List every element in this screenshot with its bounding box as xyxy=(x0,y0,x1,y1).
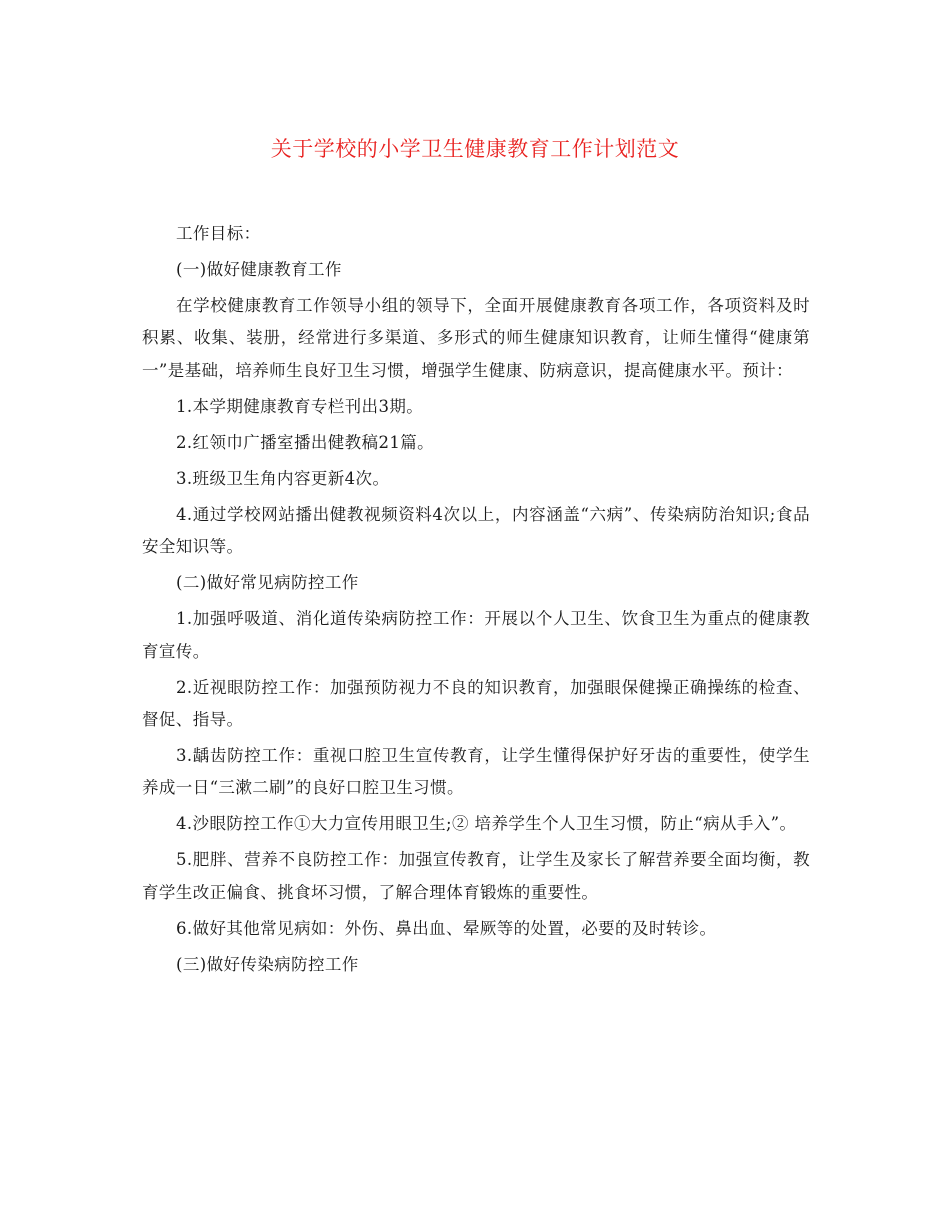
list-item-broadcast: 2.红领巾广播室播出健教稿21篇。 xyxy=(176,432,435,452)
list-item-trachoma: 4.沙眼防控工作①大力宣传用眼卫生;② 培养学生个人卫生习惯，防止“病从手入”。 xyxy=(176,814,797,834)
list-item-obesity: 5.肥胖、营养不良防控工作：加强宣传教育，让学生及家长了解营养要全面均衡，教育学生改正偏食、挑食坏习惯，了解合理体育锻炼的重要性。 xyxy=(142,850,810,902)
list-item-dental: 3.龋齿防控工作：重视口腔卫生宣传教育，让学生懂得保护好牙齿的重要性，使学生养成一日“三漱二刷”的良好口腔卫生习惯。 xyxy=(142,746,810,798)
document-title: 关于学校的小学卫生健康教育工作计划范文 xyxy=(270,137,680,161)
list-item-other-disease: 6.做好其他常见病如：外伤、鼻出血、晕厥等的处置，必要的及时转诊。 xyxy=(176,918,717,938)
paragraph-health-education-intro: 在学校健康教育工作领导小组的领导下，全面开展健康教育各项工作，各项资料及时积累、收集、装册，经常进行多渠道、多形式的师生健康知识教育，让师生懂得“健康第一”是基础，培养师生良好卫生习惯，增强学生健康、防病意识，提高健康水平。预计： xyxy=(142,296,810,380)
list-item-myopia: 2.近视眼防控工作：加强预防视力不良的知识教育，加强眼保健操正确操练的检查、督促、指导。 xyxy=(142,677,810,730)
list-item-column: 1.本学期健康教育专栏刊出3期。 xyxy=(176,396,424,416)
section-heading-infectious-disease: (三)做好传染病防控工作 xyxy=(176,954,359,974)
list-item-website-video: 4.通过学校网站播出健教视频资料4次以上，内容涵盖“六病”、传染病防治知识;食品安全知识等。 xyxy=(142,504,810,557)
paragraph-work-goal: 工作目标： xyxy=(176,224,261,243)
list-item-respiratory: 1.加强呼吸道、消化道传染病防控工作：开展以个人卫生、饮食卫生为重点的健康教育宣传。 xyxy=(142,609,810,661)
list-item-class-corner: 3.班级卫生角内容更新4次。 xyxy=(176,468,390,488)
section-heading-health-education: (一)做好健康教育工作 xyxy=(176,260,342,279)
section-heading-common-disease: (二)做好常见病防控工作 xyxy=(176,573,359,593)
document-body xyxy=(142,218,810,985)
